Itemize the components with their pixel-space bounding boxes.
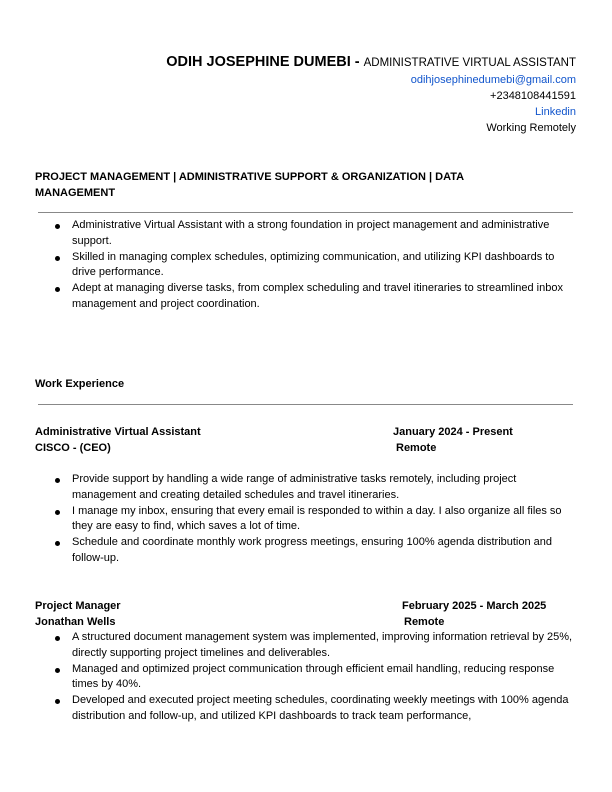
list-item: I manage my inbox, ensuring that every email is responded to within a day. I also organize all files so they are easy to find, which saves a lot of time. [55,504,577,536]
summary-list [55,218,577,313]
list-item: Schedule and coordinate monthly work progress meetings, ensuring 100% agenda distribution and follow-up. [55,535,577,567]
job-title: Project Manager [35,600,121,612]
job-bullets [55,630,577,725]
bullet-icon [55,287,60,292]
bullet-icon [55,699,60,704]
bullet-icon [55,668,60,673]
job-company: CISCO - (CEO) [35,442,111,454]
bullet-icon [55,224,60,229]
job-dates: January 2024 - Present [393,426,513,438]
bullet-icon [55,478,60,483]
list-item: A structured document management system was implemented, improving information retrieval by 25%, directly supporting project timelines and deliverables. [55,630,577,662]
job-location: Remote [404,616,445,628]
job-title: Administrative Virtual Assistant [35,426,201,438]
resume-role: ADMINISTRATIVE VIRTUAL ASSISTANT [363,57,576,69]
job-company: Jonathan Wells [35,616,116,628]
location: Working Remotely [486,122,576,134]
list-item: Adept at managing diverse tasks, from complex scheduling and travel itineraries to streamlined inbox management and project coordination. [55,281,577,313]
divider [38,404,573,405]
bullet-icon [55,636,60,641]
divider [38,212,573,213]
resume-name-title [166,52,576,73]
job-bullets [55,472,577,567]
job-location: Remote [396,442,437,454]
list-item: Provide support by handling a wide range of administrative tasks remotely, including project management and creating detailed schedules and travel itineraries. [55,472,577,504]
list-item: Developed and executed project meeting schedules, coordinating weekly meetings with 100% agenda distribution and follow-up, and utilized KPI dashboards to track team performance, [55,693,577,725]
phone-number: +2348108441591 [490,90,576,102]
resume-name: ODIH JOSEPHINE DUMEBI - [166,54,364,70]
experience-heading: Work Experience [35,378,125,390]
list-item: Administrative Virtual Assistant with a strong foundation in project management and administrative support. [55,218,577,250]
email-link[interactable]: odihjosephinedumebi@gmail.com [410,74,576,86]
bullet-icon [55,256,60,261]
bullet-icon [55,510,60,515]
summary-heading: PROJECT MANAGEMENT | ADMINISTRATIVE SUPPORT & ORGANIZATION | DATA MANAGEMENT [35,171,464,199]
list-item: Managed and optimized project communication through efficient email handling, reducing response times by 40%. [55,662,577,694]
linkedin-link[interactable]: Linkedin [535,106,576,118]
bullet-icon [55,541,60,546]
job-dates: February 2025 - March 2025 [402,600,547,612]
list-item: Skilled in managing complex schedules, optimizing communication, and utilizing KPI dashboards to drive performance. [55,250,577,282]
